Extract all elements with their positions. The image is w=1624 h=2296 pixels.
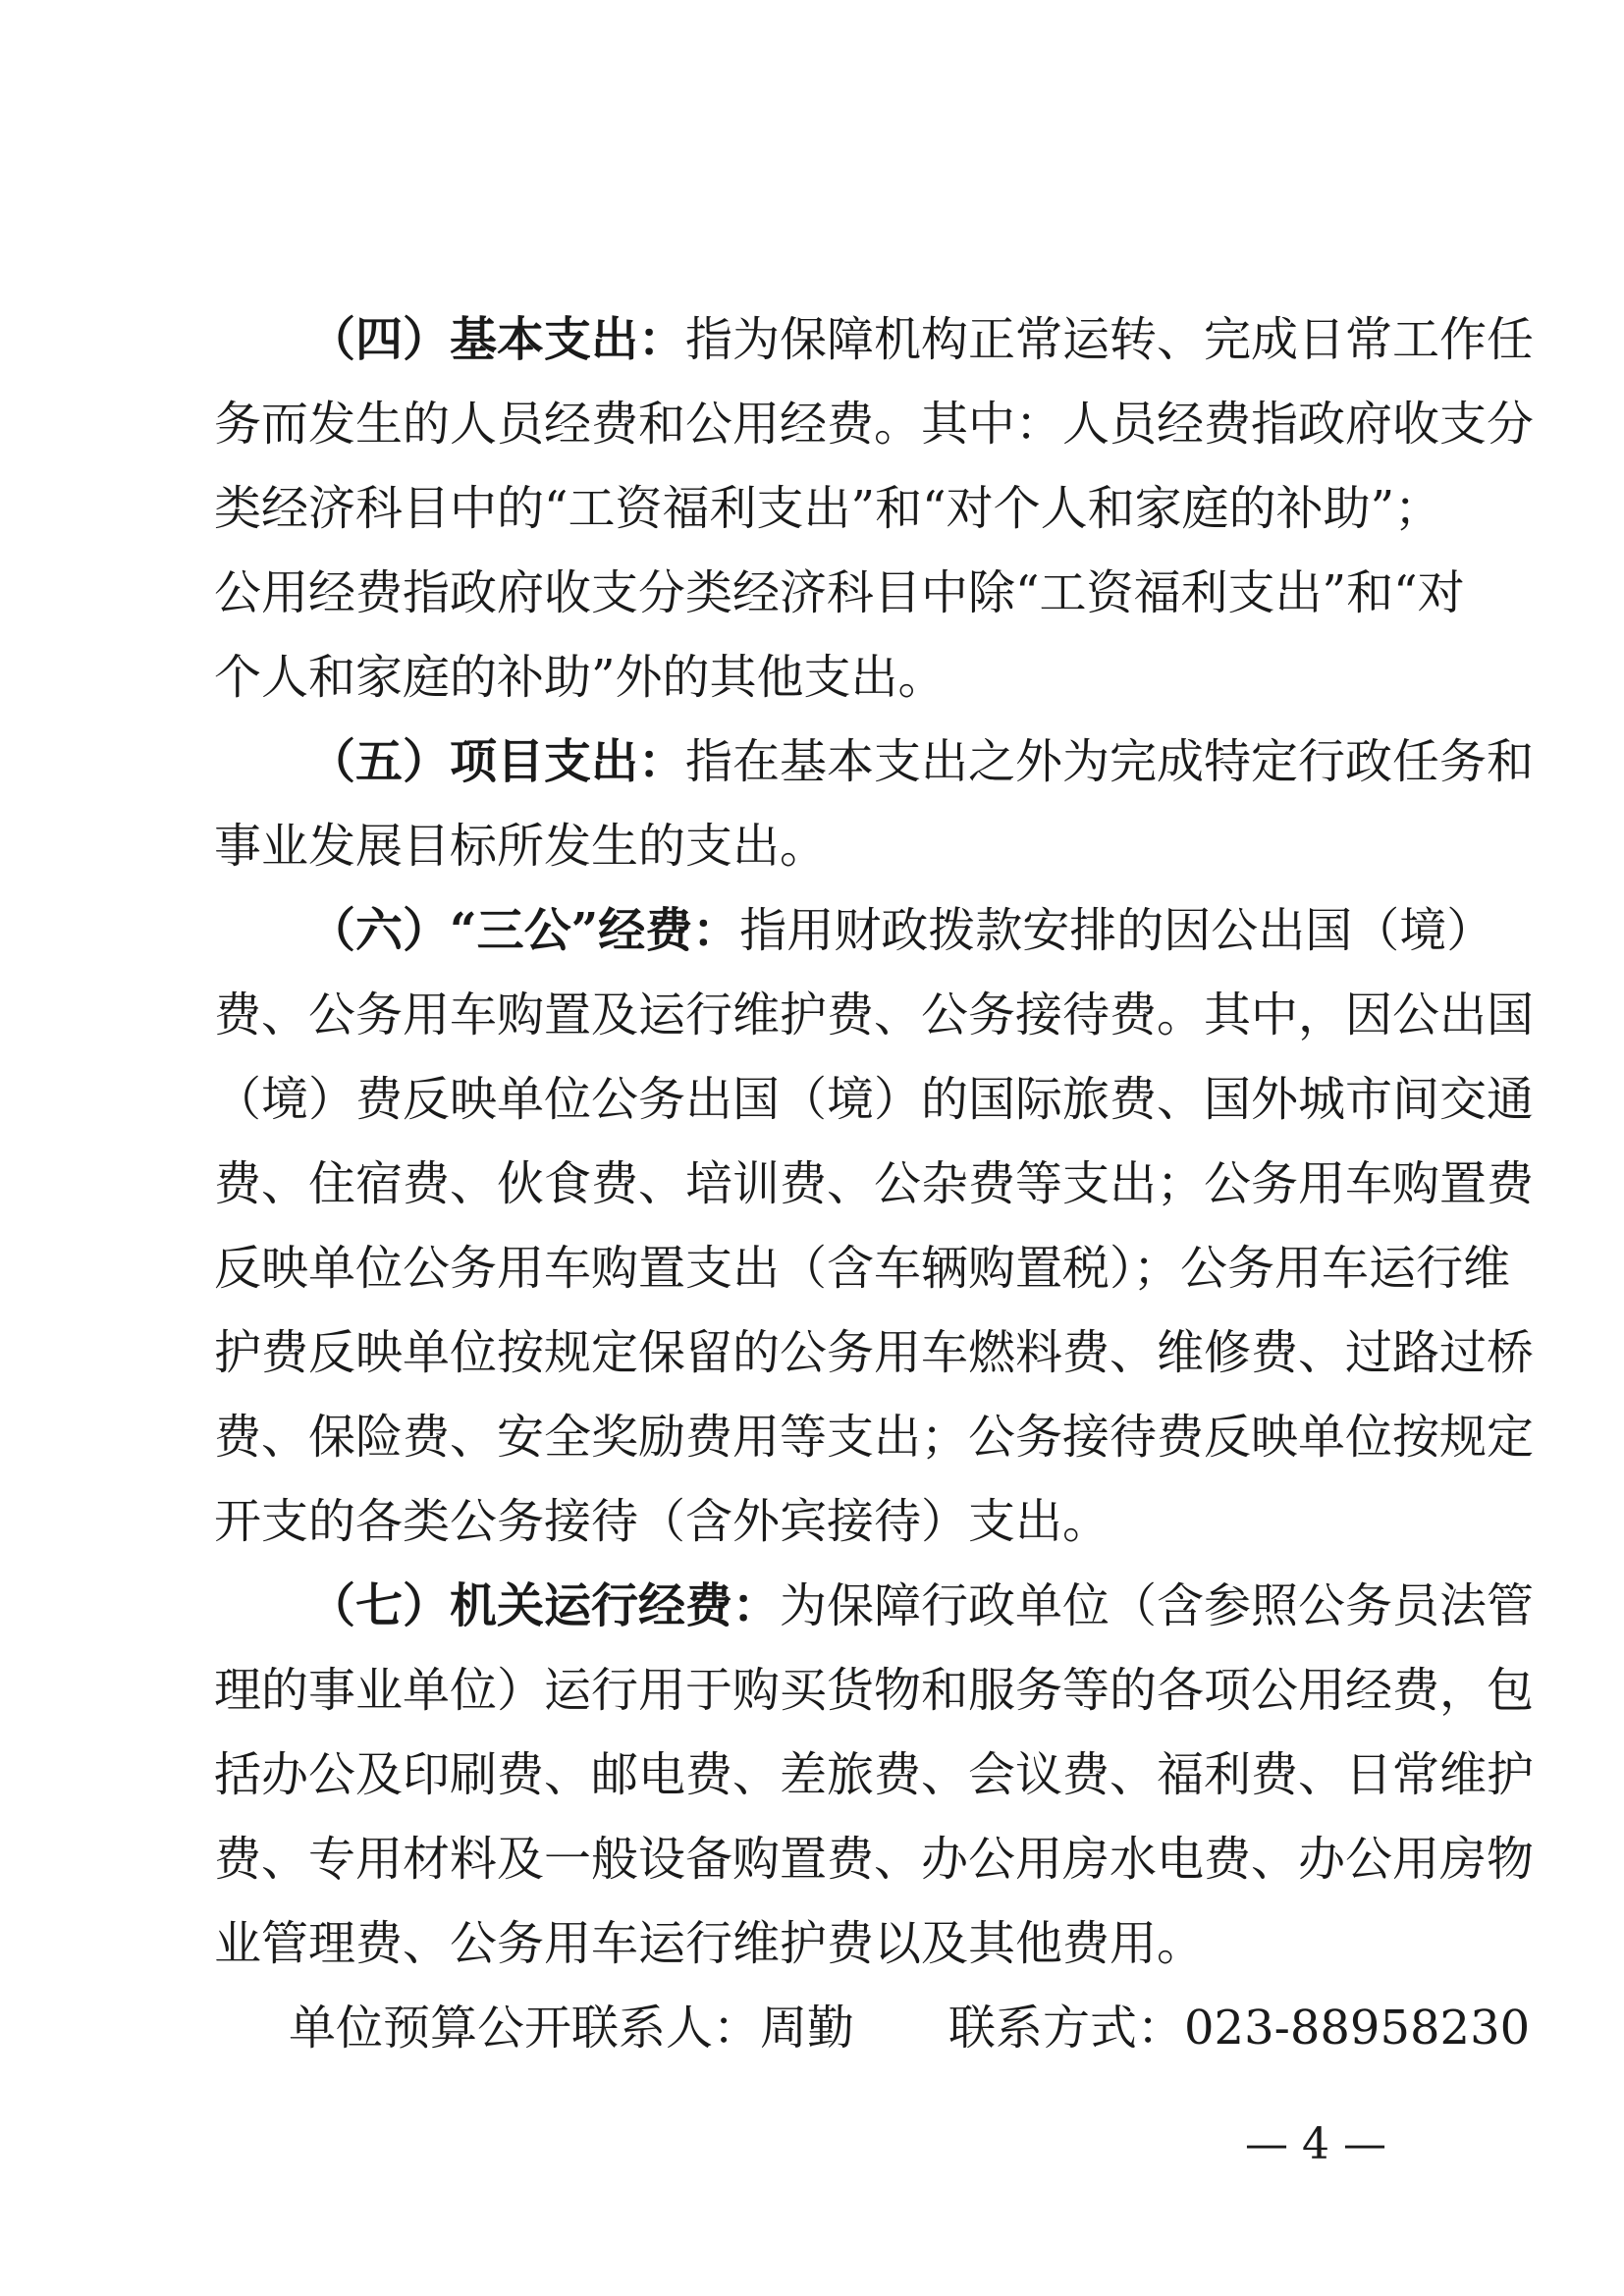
section6-line-4: 费、住宿费、伙食费、培训费、公杂费等支出；公务用车购置费: [214, 1156, 1535, 1211]
section4-line-2: 务而发生的人员经费和公用经费。其中：人员经费指政府收支分: [214, 397, 1535, 452]
section7-line-5: 业管理费、公务用车运行维护费以及其他费用。: [214, 1916, 1205, 1971]
section4-line-1: [308, 300, 1535, 379]
section6-heading: （六）“三公”经费：: [308, 903, 740, 958]
section4-heading: （四）基本支出：: [308, 312, 686, 367]
contact-method: 联系方式：023-88958230: [948, 2001, 1531, 2056]
section7-text-1: 为保障行政单位（含参照公务员法管: [780, 1578, 1535, 1633]
section4-line-3: 类经济科目中的“工资福利支出”和“对个人和家庭的补助”；: [214, 481, 1442, 536]
section4-text-1: 指为保障机构正常运转、完成日常工作任: [685, 312, 1535, 367]
section6-line-1: [308, 891, 1494, 970]
section6-line-6: 护费反映单位按规定保留的公务用车燃料费、维修费、过路过桥: [214, 1325, 1535, 1380]
contact-line: [289, 1989, 1531, 2067]
section6-line-3: （境）费反映单位公务出国（境）的国际旅费、国外城市间交通: [214, 1072, 1535, 1127]
section6-line-8: 开支的各类公务接待（含外宾接待）支出。: [214, 1494, 1110, 1549]
section4-line-4: 公用经费指政府收支分类经济科目中除“工资福利支出”和“对: [214, 565, 1465, 620]
contact-person: 单位预算公开联系人：周勤: [289, 2001, 855, 2056]
section6-line-7: 费、保险费、安全奖励费用等支出；公务接待费反映单位按规定: [214, 1410, 1535, 1465]
page-number: — 4 —: [1245, 2119, 1386, 2169]
section7-line-3: 括办公及印刷费、邮电费、差旅费、会议费、福利费、日常维护: [214, 1747, 1535, 1802]
section5-heading: （五）项目支出：: [308, 734, 686, 789]
section5-line-1: [308, 722, 1535, 801]
section7-heading: （七）机关运行经费：: [308, 1578, 781, 1633]
section7-line-4: 费、专用材料及一般设备购置费、办公用房水电费、办公用房物: [214, 1832, 1535, 1887]
section6-line-2: 费、公务用车购置及运行维护费、公务接待费。其中，因公出国: [214, 988, 1535, 1042]
section5-line-2: 事业发展目标所发生的支出。: [214, 819, 828, 874]
section7-line-2: 理的事业单位）运行用于购买货物和服务等的各项公用经费，包: [214, 1663, 1535, 1718]
section6-line-5: 反映单位公务用车购置支出（含车辆购置税）；公务用车运行维: [214, 1241, 1511, 1296]
section6-text-1: 指用财政拨款安排的因公出国（境）: [739, 903, 1494, 958]
section5-text-1: 指在基本支出之外为完成特定行政任务和: [685, 734, 1535, 789]
section4-line-5: 个人和家庭的补助”外的其他支出。: [214, 650, 946, 705]
section7-line-1: [308, 1567, 1535, 1645]
